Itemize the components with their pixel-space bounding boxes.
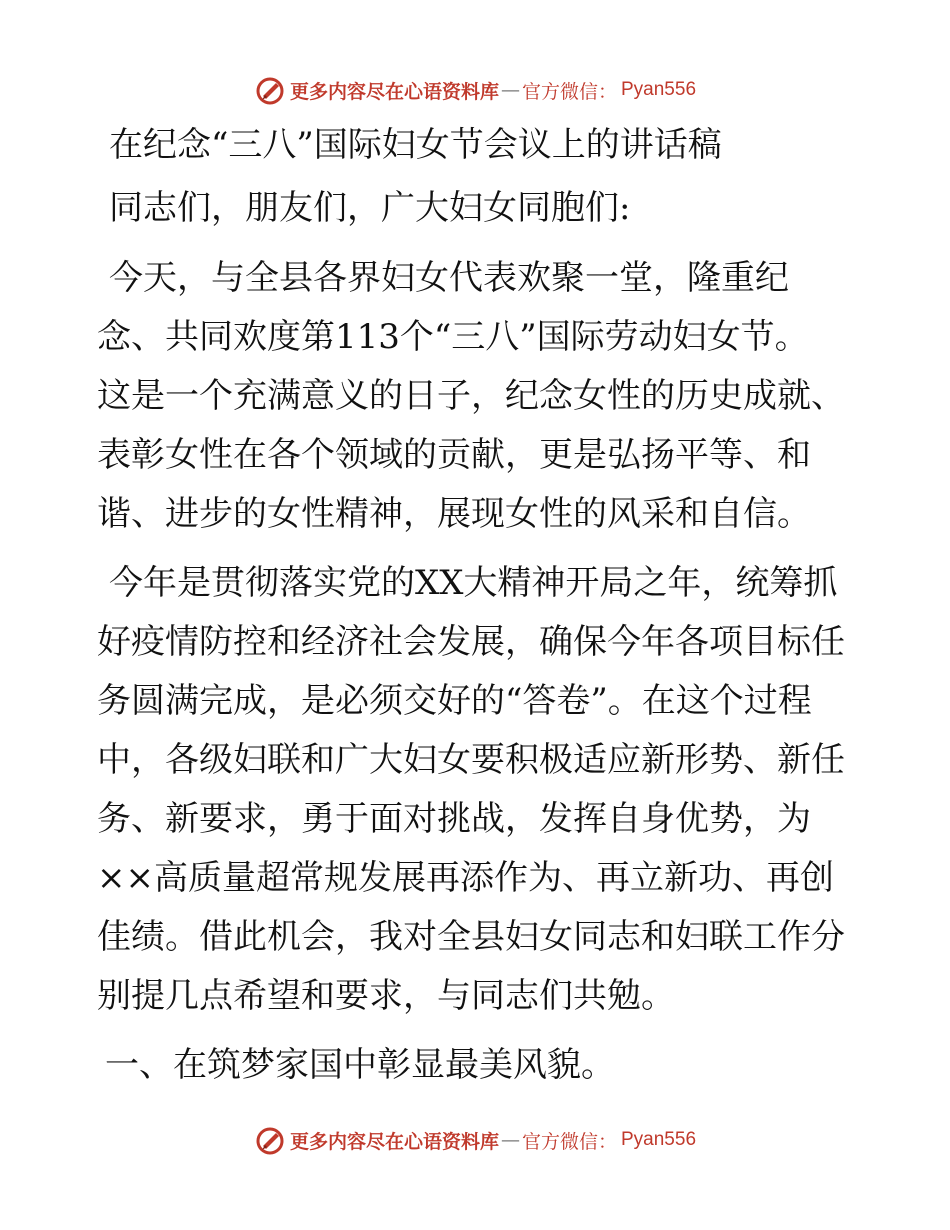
watermark-separator: —	[500, 79, 520, 101]
watermark-wechat-id: Pyan556	[621, 1129, 697, 1150]
watermark-brand-text: 更多内容尽在心语资料库	[289, 1130, 499, 1153]
brand-logo-icon	[254, 74, 286, 106]
paragraph-line: 务圆满完成，是必须交好的“答卷”。在这个过程	[97, 681, 812, 721]
greeting: 同志们，朋友们，广大妇女同胞们:	[109, 188, 631, 228]
header-watermark	[0, 70, 950, 110]
paragraph-line: 今年是贯彻落实党的XX大精神开局之年，统筹抓	[109, 563, 838, 603]
paragraph-line: 表彰女性在各个领域的贡献，更是弘扬平等、和	[97, 435, 811, 475]
paragraph-2	[97, 554, 857, 1026]
paragraph-line: 这是一个充满意义的日子，纪念女性的历史成就、	[97, 376, 845, 416]
watermark-separator: —	[500, 1129, 520, 1151]
footer-watermark	[0, 1120, 950, 1160]
watermark-wechat-label: 官方微信：	[521, 80, 617, 103]
paragraph-1	[97, 249, 857, 544]
watermark-wechat-label: 官方微信：	[521, 1130, 617, 1153]
paragraph-line: 别提几点希望和要求，与同志们共勉。	[97, 976, 675, 1016]
paragraph-line: 谐、进步的女性精神，展现女性的风采和自信。	[97, 494, 811, 534]
paragraph-line: 务、新要求，勇于面对挑战，发挥自身优势，为	[97, 799, 811, 839]
document-body	[97, 122, 857, 1095]
paragraph-line: 念、共同欢度第113个“三八”国际劳动妇女节。	[97, 317, 809, 357]
paragraph-line: 佳绩。借此机会，我对全县妇女同志和妇联工作分	[97, 917, 845, 957]
watermark-wechat-id: Pyan556	[621, 79, 697, 100]
paragraph-line: 中，各级妇联和广大妇女要积极适应新形势、新任	[97, 740, 845, 780]
watermark-brand-text: 更多内容尽在心语资料库	[289, 80, 499, 103]
paragraph-line: 今天，与全县各界妇女代表欢聚一堂，隆重纪	[109, 258, 789, 298]
paragraph-line: ××高质量超常规发展再添作为、再立新功、再创	[97, 858, 834, 898]
section-heading-1: 一、在筑梦家国中彰显最美风貌。	[105, 1045, 615, 1085]
brand-logo-icon	[254, 1124, 286, 1156]
document-title: 在纪念“三八”国际妇女节会议上的讲话稿	[109, 125, 722, 165]
paragraph-line: 好疫情防控和经济社会发展，确保今年各项目标任	[97, 622, 845, 662]
